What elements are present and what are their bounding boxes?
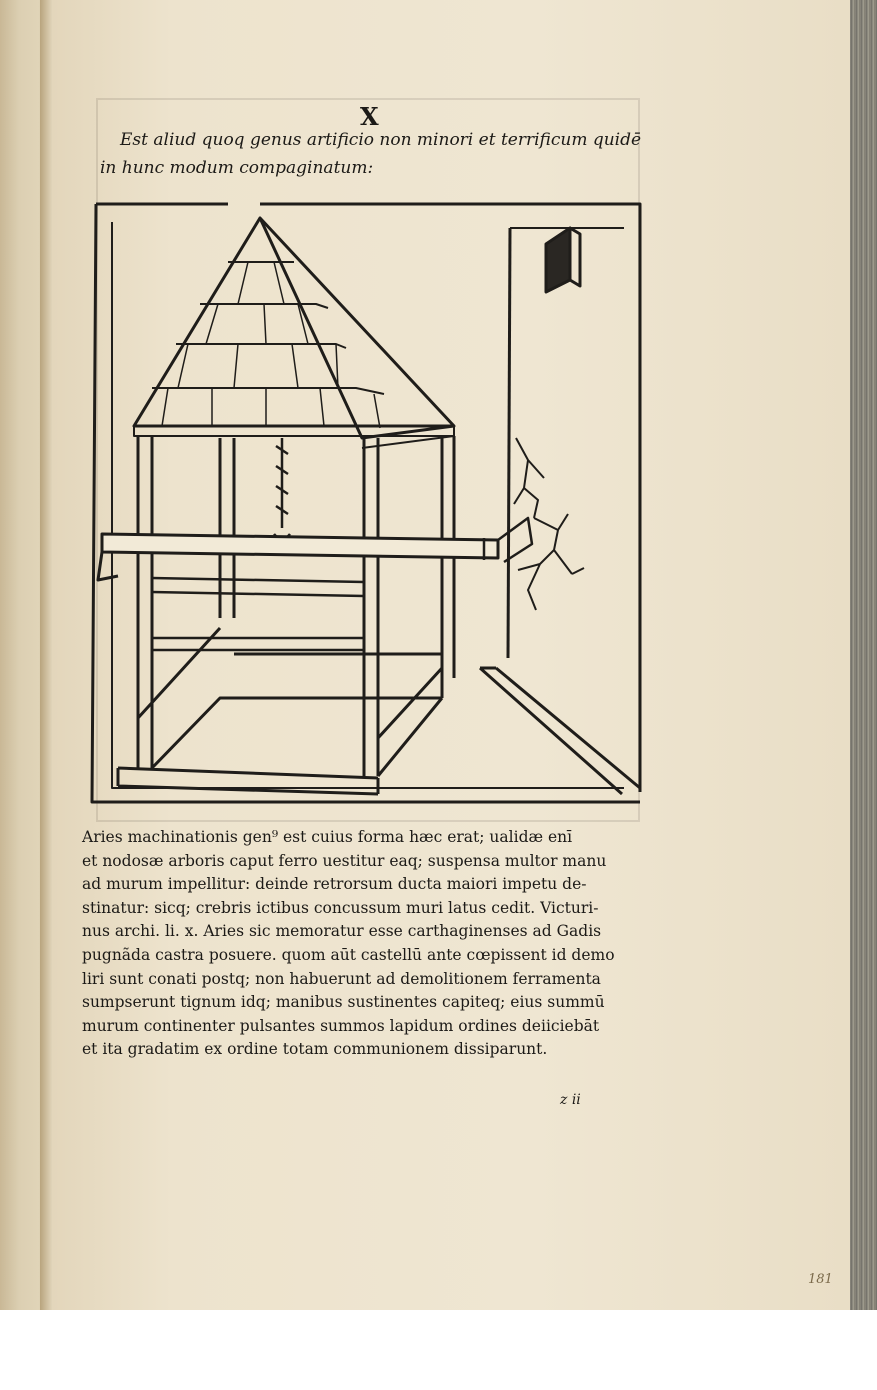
body-line-5: nus archi. li. x. Aries sic memoratur esse carthaginenses ad Gadis: [82, 922, 602, 941]
signature-mark: z ii: [560, 1092, 581, 1108]
battering-ram-woodcut: [88, 198, 648, 810]
body-line-6: pugnãda castra posuere. quom aūt castellū ante cœpissent id demo: [82, 945, 615, 964]
body-line-10: et ita gradatim ex ordine totam communionem dissiparunt.: [82, 1040, 548, 1059]
body-line-8: sumpserunt tignum idq; manibus sustinentes capiteq; eius summū: [82, 993, 605, 1012]
body-line-1: Aries machinationis gen⁹ est cuius forma hæc erat; ualidæ enī: [82, 828, 573, 846]
body-line-4: stinatur: sicq; crebris ictibus concussum muri latus cedit. Victuri-: [82, 898, 599, 917]
body-line-9: murum continenter pulsantes summos lapidum ordines deiiciebāt: [82, 1016, 600, 1035]
folio-number: 181: [808, 1272, 833, 1287]
body-line-3: ad murum impellitur: deinde retrorsum ducta maiori impetu de-: [82, 875, 587, 894]
page-stack-edge: [850, 0, 877, 1310]
body-line-7: liri sunt conati postq; non habuerunt ad demolitionem ferramenta: [82, 969, 601, 988]
body-text: [82, 826, 642, 1062]
body-line-2: et nodosæ arboris caput ferro uestitur eaq; suspensa multor manu: [82, 851, 607, 870]
heading-line-2: in hunc modum compaginatum:: [100, 158, 374, 178]
chapter-letter: X: [360, 102, 379, 131]
heading-line-1: Est aliud quoq genus artificio non minori et terrificum quidē: [120, 130, 642, 150]
